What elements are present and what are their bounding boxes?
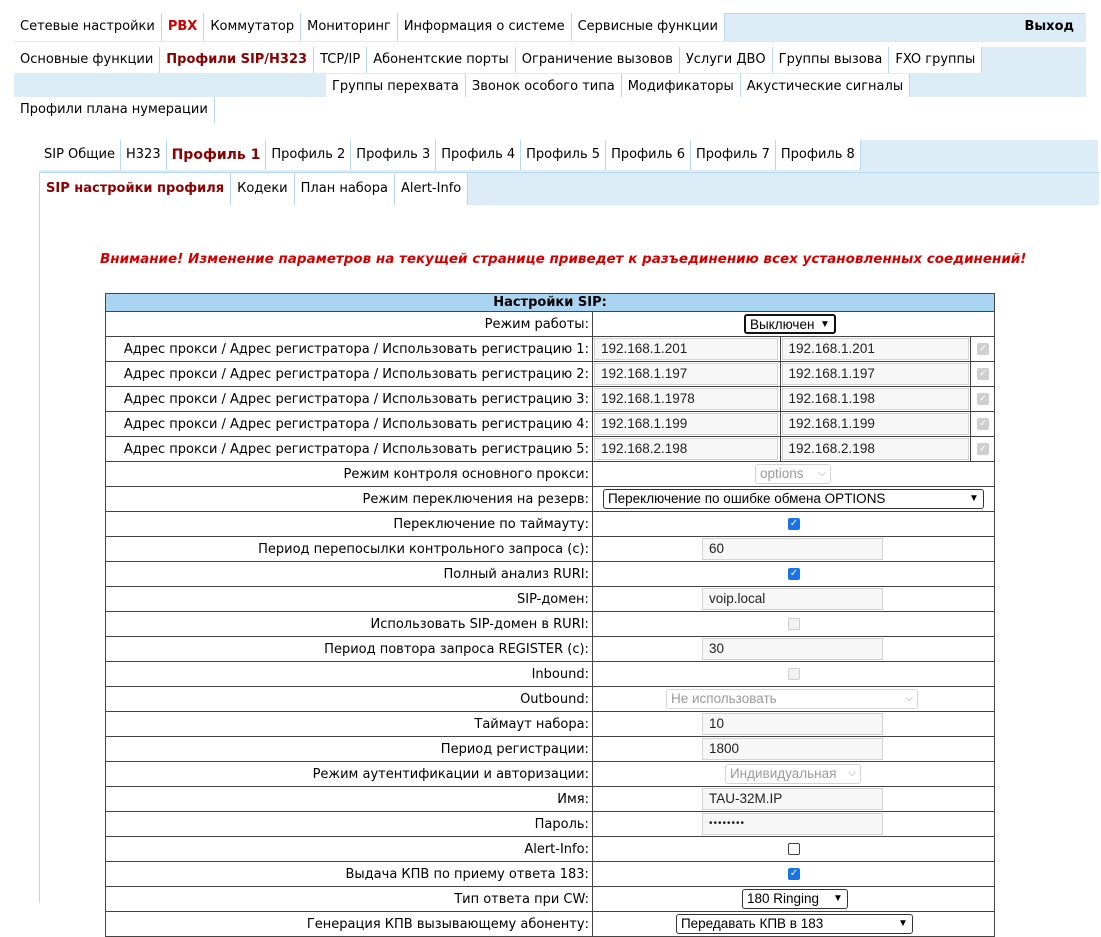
nav-system-info[interactable]: Информация о системе [398,13,572,41]
row-proxy-4 [106,412,995,437]
subnav-call-restriction[interactable]: Ограничение вызовов [516,47,680,73]
cw-response-select-value: 180 Ringing [746,891,820,906]
register-period-input[interactable]: 30 [702,638,883,660]
full-ruri-checkbox[interactable]: ✓ [789,568,799,579]
row-alert-info [106,837,995,862]
profile-tab-bar [39,140,861,170]
mode-label: Режим работы: [106,312,593,337]
profile-subtab-bar [40,173,1099,205]
resend-period-input[interactable]: 60 [702,538,883,560]
mode-select[interactable] [744,314,836,334]
auth-mode-label: Режим аутентификации и авторизации: [106,762,593,787]
subtab-codecs[interactable]: Кодеки [231,173,294,205]
use-registration-2-checkbox[interactable]: ✓ [977,368,989,380]
row-mode [106,312,995,337]
chevron-down-icon: ⌵ [905,693,913,704]
proxy-4-label: Адрес прокси / Адрес регистратора / Использовать регистрацию 4: [106,412,593,437]
subnav-distinctive-ring[interactable]: Звонок особого типа [466,74,622,100]
outbound-select[interactable] [666,689,918,709]
tab-profile-5[interactable]: Профиль 5 [521,140,606,170]
kpv-generation-select[interactable] [676,914,913,934]
registrar-4-address-input[interactable]: 192.168.1.199 [782,413,969,435]
sip-settings-table [105,293,995,937]
nav-service-functions[interactable]: Сервисные функции [572,13,725,41]
sip-domain-label: SIP-домен: [106,587,593,612]
warning-message: Внимание! Изменение параметров на текущей странице приведет к разъединению всех установленных соединений! [100,251,1027,267]
tab-profile-6[interactable]: Профиль 6 [606,140,691,170]
subnav-sip-h323-profiles[interactable]: Профили SIP/H323 [160,47,314,73]
cw-response-select[interactable] [742,889,848,909]
nav-pbx[interactable] [162,13,204,41]
subnav-vas-services[interactable]: Услуги ДВО [680,47,773,73]
use-registration-3-checkbox[interactable]: ✓ [977,393,989,405]
dial-timeout-label: Таймаут набора: [106,712,593,737]
row-proxy-3 [106,387,995,412]
nav-pbx-label: PBX [167,19,198,34]
tab-profile-7[interactable]: Профиль 7 [691,140,776,170]
use-registration-5-checkbox[interactable]: ✓ [977,443,989,455]
row-name [106,787,995,812]
failover-select[interactable] [603,489,984,509]
subnav-pickup-groups[interactable]: Группы перехвата [326,74,466,100]
sip-domain-input[interactable]: voip.local [702,588,883,610]
tab-profile-4[interactable]: Профиль 4 [436,140,521,170]
proxy-control-label: Режим контроля основного прокси: [106,462,593,487]
chevron-down-icon: ▼ [898,918,908,929]
dial-timeout-input[interactable]: 10 [702,713,883,735]
subnav-tcp-ip[interactable]: TCP/IP [314,47,367,73]
subnav-main-functions[interactable]: Основные функции [14,47,160,73]
row-proxy-control [106,462,995,487]
profile-tabs-panel [39,140,1098,932]
registration-period-input[interactable]: 1800 [702,738,883,760]
tab-h323[interactable]: H323 [121,140,167,170]
name-label: Имя: [106,787,593,812]
subtab-sip-profile-settings[interactable]: SIP настройки профиля [40,173,231,205]
auth-mode-select-value: Индивидуальная [729,766,837,781]
row-domain-in-ruri [106,612,995,637]
subtab-alert-info[interactable]: Alert-Info [395,173,468,205]
row-proxy-1 [106,337,995,362]
row-timeout-switch [106,512,995,537]
row-password [106,812,995,837]
outbound-select-value: Не использовать [670,691,777,706]
row-proxy-5 [106,437,995,462]
proxy-5-label: Адрес прокси / Адрес регистратора / Использовать регистрацию 5: [106,437,593,462]
logout-link[interactable]: Выход [1024,19,1074,34]
auth-mode-select[interactable] [725,764,861,784]
proxy-1-address-input[interactable]: 192.168.1.201 [594,338,778,360]
row-outbound [106,687,995,712]
timeout-switch-checkbox[interactable]: ✓ [789,518,799,529]
chevron-down-icon: ▼ [833,893,843,904]
proxy-3-label: Адрес прокси / Адрес регистратора / Использовать регистрацию 3: [106,387,593,412]
timeout-switch-label: Переключение по таймауту: [106,512,593,537]
row-register-period [106,637,995,662]
chevron-down-icon: ⌵ [818,468,826,479]
subtab-dial-plan[interactable]: План набора [295,173,395,205]
register-period-label: Период повтора запроса REGISTER (с): [106,637,593,662]
cw-response-label: Тип ответа при CW: [106,887,593,912]
name-input[interactable]: TAU-32M.IP [702,788,883,810]
row-failover [106,487,995,512]
password-label: Пароль: [106,812,593,837]
registrar-2-address-input[interactable]: 192.168.1.197 [782,363,969,385]
alert-info-label: Alert-Info: [106,837,593,862]
row-cw-response [106,887,995,912]
failover-select-value: Переключение по ошибке обмена OPTIONS [607,491,886,506]
tab-profile-8[interactable]: Профиль 8 [776,140,861,170]
password-input[interactable]: •••••••• [702,813,883,835]
proxy-5-address-input[interactable]: 192.168.2.198 [594,438,778,460]
proxy-control-select[interactable] [755,464,831,484]
row-inbound [106,662,995,687]
kpv-183-checkbox[interactable]: ✓ [789,868,799,879]
row-resend-period [106,537,995,562]
subnav-modifiers[interactable]: Модификаторы [622,74,741,100]
tab-profile-1[interactable]: Профиль 1 [167,140,267,170]
nav-monitoring[interactable]: Мониторинг [301,13,398,41]
row-registration-period [106,737,995,762]
kpv-183-label: Выдача КПВ по приему ответа 183: [106,862,593,887]
domain-in-ruri-label: Использовать SIP-домен в RURI: [106,612,593,637]
chevron-down-icon: ▼ [820,319,830,330]
tab-profile-3[interactable]: Профиль 3 [351,140,436,170]
proxy-2-address-input[interactable]: 192.168.1.197 [594,363,778,385]
full-ruri-label: Полный анализ RURI: [106,562,593,587]
inbound-label: Inbound: [106,662,593,687]
row-kpv-183 [106,862,995,887]
row-full-ruri [106,562,995,587]
kpv-generation-select-value: Передавать КПВ в 183 [680,916,824,931]
failover-label: Режим переключения на резерв: [106,487,593,512]
profile-content [39,172,1099,932]
use-registration-4-checkbox[interactable]: ✓ [977,418,989,430]
subnav-numbering-plan-profiles[interactable]: Профили плана нумерации [14,97,215,123]
proxy-1-label: Адрес прокси / Адрес регистратора / Использовать регистрацию 1: [106,337,593,362]
registration-period-label: Период регистрации: [106,737,593,762]
top-navigation [14,13,1086,42]
chevron-down-icon: ▼ [969,493,979,504]
subnav-subscriber-ports[interactable]: Абонентские порты [367,47,516,73]
registrar-1-address-input[interactable]: 192.168.1.201 [782,338,969,360]
nav-network-settings[interactable]: Сетевые настройки [14,13,162,41]
tab-sip-general[interactable]: SIP Общие [39,140,121,170]
mode-select-value: Выключен [749,317,815,332]
nav-switch[interactable]: Коммутатор [204,13,301,41]
tab-profile-2[interactable]: Профиль 2 [266,140,351,170]
outbound-label: Outbound: [106,687,593,712]
proxy-2-label: Адрес прокси / Адрес регистратора / Использовать регистрацию 2: [106,362,593,387]
subnav-acoustic-signals[interactable]: Акустические сигналы [741,74,910,100]
row-kpv-generation [106,912,995,937]
use-registration-1-checkbox[interactable]: ✓ [977,343,989,355]
row-sip-domain [106,587,995,612]
inbound-checkbox[interactable] [788,668,800,680]
proxy-3-address-input[interactable]: 192.168.1.1978 [594,388,778,410]
kpv-generation-label: Генерация КПВ вызывающему абоненту: [106,912,593,937]
resend-period-label: Период перепосылки контрольного запроса (с): [106,537,593,562]
row-proxy-2 [106,362,995,387]
alert-info-checkbox[interactable] [788,843,800,855]
proxy-control-select-value: options [759,466,804,481]
row-auth-mode [106,762,995,787]
registrar-5-address-input[interactable]: 192.168.2.198 [782,438,969,460]
subnav-call-groups[interactable]: Группы вызова [773,47,890,73]
chevron-down-icon: ⌵ [848,768,856,779]
proxy-4-address-input[interactable]: 192.168.1.199 [594,413,778,435]
domain-in-ruri-checkbox[interactable] [788,618,800,630]
row-dial-timeout [106,712,995,737]
subnav-fxo-groups[interactable]: FXO группы [889,47,982,73]
registrar-3-address-input[interactable]: 192.168.1.198 [782,388,969,410]
table-title: Настройки SIP: [106,294,995,312]
